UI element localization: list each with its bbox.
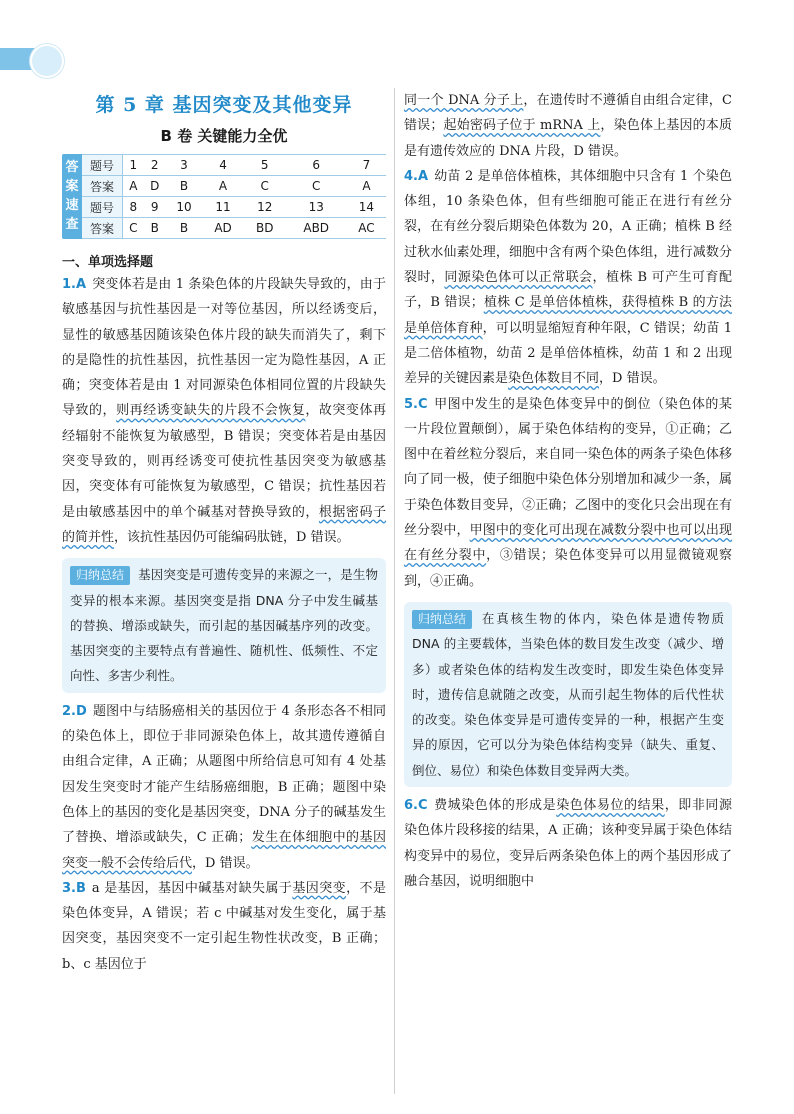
table-cell: 14 [347,197,386,218]
table-row [82,155,386,176]
question-number: 6.C [404,798,428,814]
tag-char: 案 [65,179,79,194]
key-phrase: 基因突变 [292,880,347,896]
answer-table [82,154,386,239]
explanation-text: 突变体若是由 1 条染色体的片段缺失导致的，由于敏感基因与抗性基因是一对等位基因，所以经诱变后，显性的敏感基因随该染色体片段的缺失而消失了，剩下的是隐性的抗性基因，抗性基因一定为隐性基因，A 正确；突变体若是由 1 对同源染色体相同位置的片段缺失导致的， [62,277,386,419]
table-cell: A [202,176,244,197]
question-number: 2.D [62,703,87,719]
explanation-text: 甲图中发生的是染色体变异中的倒位（染色体的某一片段位置颠倒），属于染色体结构的变异，①正确；乙图中在着丝粒分裂后，来自同一染色体的两条子染色体移向了同一极，使子细胞中染色体分别增加和减少一条，属于染色体数目变异，②正确；乙图中的变化只会出现在有丝分裂中， [404,396,732,539]
table-cell: 4 [202,155,244,176]
explanation-text: 幼苗 2 是单倍体植株，其体细胞中只含有 1 个染色体组，10 条染色体，但有些细胞可能正在进行有丝分裂，在有丝分裂后期染色体数为 20，A 正确；植株 B 经过秋水仙素处理，细胞中含有两个染色体组，进行减数分裂时， [404,168,732,286]
row-label: 题号 [82,155,123,176]
question-number: 5.C [404,396,428,412]
table-cell: ABD [286,218,347,239]
explanation-text: 费城染色体的形成是 [433,798,557,814]
question-3-explanation-start [62,876,386,977]
table-cell: 1 [123,155,144,176]
table-cell: D [144,176,166,197]
row-label: 答案 [82,176,123,197]
paper-title: B 卷 关键能力全优 [160,127,288,145]
table-cell: A [347,176,386,197]
key-phrase: 根据密码子的简并性 [62,504,386,545]
table-row [82,218,386,239]
page-corner-circle [30,44,64,78]
table-cell: 7 [347,155,386,176]
key-phrase: 同一个 DNA 分子上 [404,93,524,108]
table-cell: 12 [244,197,286,218]
explanation-text: ，染色体上基因的本质是有遗传效应的 DNA 片段，D 错误。 [404,118,732,159]
table-cell: A [123,176,144,197]
table-cell: AC [347,218,386,239]
key-phrase: 同源染色体可以正常联会 [444,270,593,286]
table-cell: B [166,176,202,197]
chapter-title: 第 5 章 基因突变及其他变异 [95,94,353,116]
key-phrase: 起始密码子位于 mRNA 上 [443,118,601,134]
table-row [82,176,386,197]
summary-text: 基因突变是可遗传变异的来源之一，是生物变异的根本来源。基因突变是指 DNA 分子中发生碱基的替换、增添或缺失，而引起的基因碱基序列的改变。基因突变的主要特点有普遍性、随机性、低频性、不定向性、多害少利性。 [70,567,378,684]
table-cell: C [123,218,144,239]
answer-table-tag [62,154,82,239]
explanation-text: ，不是染色体变异，A 错误；若 c 中碱基对发生变化，属于基因突变，基因突变不一定引起生物性状改变，B 正确；b、c 基因位于 [62,880,386,972]
question-5-explanation [404,392,732,594]
summary-text: 在真核生物的体内，染色体是遗传物质 DNA 的主要载体，当染色体的数目发生改变（减少、增多）或者染色体的结构发生改变时，即发生染色体变异时，遗传信息就随之改变，从而引起生物体的后代性状的改变。染色体变异是可遗传变异的一种，根据产生变异的原因，它可以分为染色体结构变异（缺失、重复、倒位、易位）和染色体数目变异两大类。 [412,610,724,778]
table-cell: 2 [144,155,166,176]
summary-tag: 归纳总结 [70,566,130,585]
key-phrase: 染色体数目不同 [508,371,600,387]
question-number: 4.A [404,168,429,184]
question-4-explanation [404,164,732,392]
question-number: 1.A [62,277,87,292]
question-1-explanation [62,272,386,550]
explanation-text: 题图中与结肠癌相关的基因位于 4 条形态各不相同的染色体上，即位于非同源染色体上，故其遗传遵循自由组合定律，A 正确；从题图中所给信息可知有 4 处基因发生突变时才能产生结肠癌细胞，B 正确；题图中染色体上的基因的变化是基因突变，DNA 分子的碱基发生了替换、增添或缺失，C 正确； [62,703,386,846]
summary-tag: 归纳总结 [412,610,472,629]
table-cell: 11 [202,197,244,218]
row-label: 题号 [82,197,123,218]
explanation-text: ，该抗性基因仍可能编码肽链，D 错误。 [114,529,350,545]
explanation-text: ，即非同源染色体片段移接的结果，A 正确；该种变异属于染色体结构变异中的易位，变异后两条染色体上的两个基因形成了融合基因，说明细胞中 [404,798,732,889]
question-number: 3.B [62,880,86,896]
tag-char: 答 [65,160,79,175]
table-cell: B [144,218,166,239]
summary-box [62,558,386,692]
question-2-explanation [62,699,386,876]
tag-char: 查 [65,217,79,232]
question-3-explanation-continued [404,88,732,164]
section-title: 一、单项选择题 [62,255,154,270]
key-phrase: 植株 C 是单倍体植株，获得植株 B 的方法是单倍体育种 [404,295,733,336]
table-cell: C [286,176,347,197]
explanation-text: a 是基因，基因中碱基对缺失属于 [91,880,293,896]
table-row [82,197,386,218]
table-cell: 9 [144,197,166,218]
key-phrase: 则再经诱变缺失的片段不会恢复 [116,403,306,419]
explanation-text: ，D 错误。 [599,371,666,387]
table-cell: 10 [166,197,202,218]
table-cell: C [244,176,286,197]
table-cell: AD [202,218,244,239]
key-phrase: 发生在体细胞中的基因突变一般不会传给后代 [62,830,386,871]
explanation-text: ，在遗传时不遵循自由组合定律，C 错误； [404,93,733,134]
right-column [404,88,732,894]
row-label: 答案 [82,218,123,239]
explanation-text: ，故突变体再经辐射不能恢复为敏感型，B 错误；突变体若是由基因突变导致的，则再经诱变可使抗性基因突变为敏感基因，突变体有可能恢复为敏感型，C 错误；抗性基因若是由敏感基因中的单个碱基对替换导致的， [62,403,386,520]
table-cell: 6 [286,155,347,176]
explanation-text: ，植株 B 可产生可育配子，B 错误； [404,270,732,311]
table-cell: 5 [244,155,286,176]
answer-quick-check [62,154,386,239]
table-cell: B [166,218,202,239]
key-phrase: 甲图中的变化可出现在减数分裂中也可以出现在有丝分裂中 [404,523,732,564]
left-column [62,90,386,977]
question-6-explanation [404,793,732,894]
table-cell: 13 [286,197,347,218]
summary-box [404,602,732,787]
explanation-text: ，③错误；染色体变异可以用显微镜观察到，④正确。 [404,548,732,589]
tag-char: 速 [65,198,79,213]
explanation-text: ，可以明显缩短育种年限，C 错误；幼苗 1 是二倍体植物，幼苗 2 是单倍体植株，幼苗 1 和 2 出现差异的关键因素是 [404,320,732,387]
table-cell: 8 [123,197,144,218]
table-cell: 3 [166,155,202,176]
table-cell: BD [244,218,286,239]
column-divider [394,88,395,1094]
explanation-text: ，D 错误。 [192,855,259,871]
key-phrase: 染色体易位的结果 [556,798,665,814]
